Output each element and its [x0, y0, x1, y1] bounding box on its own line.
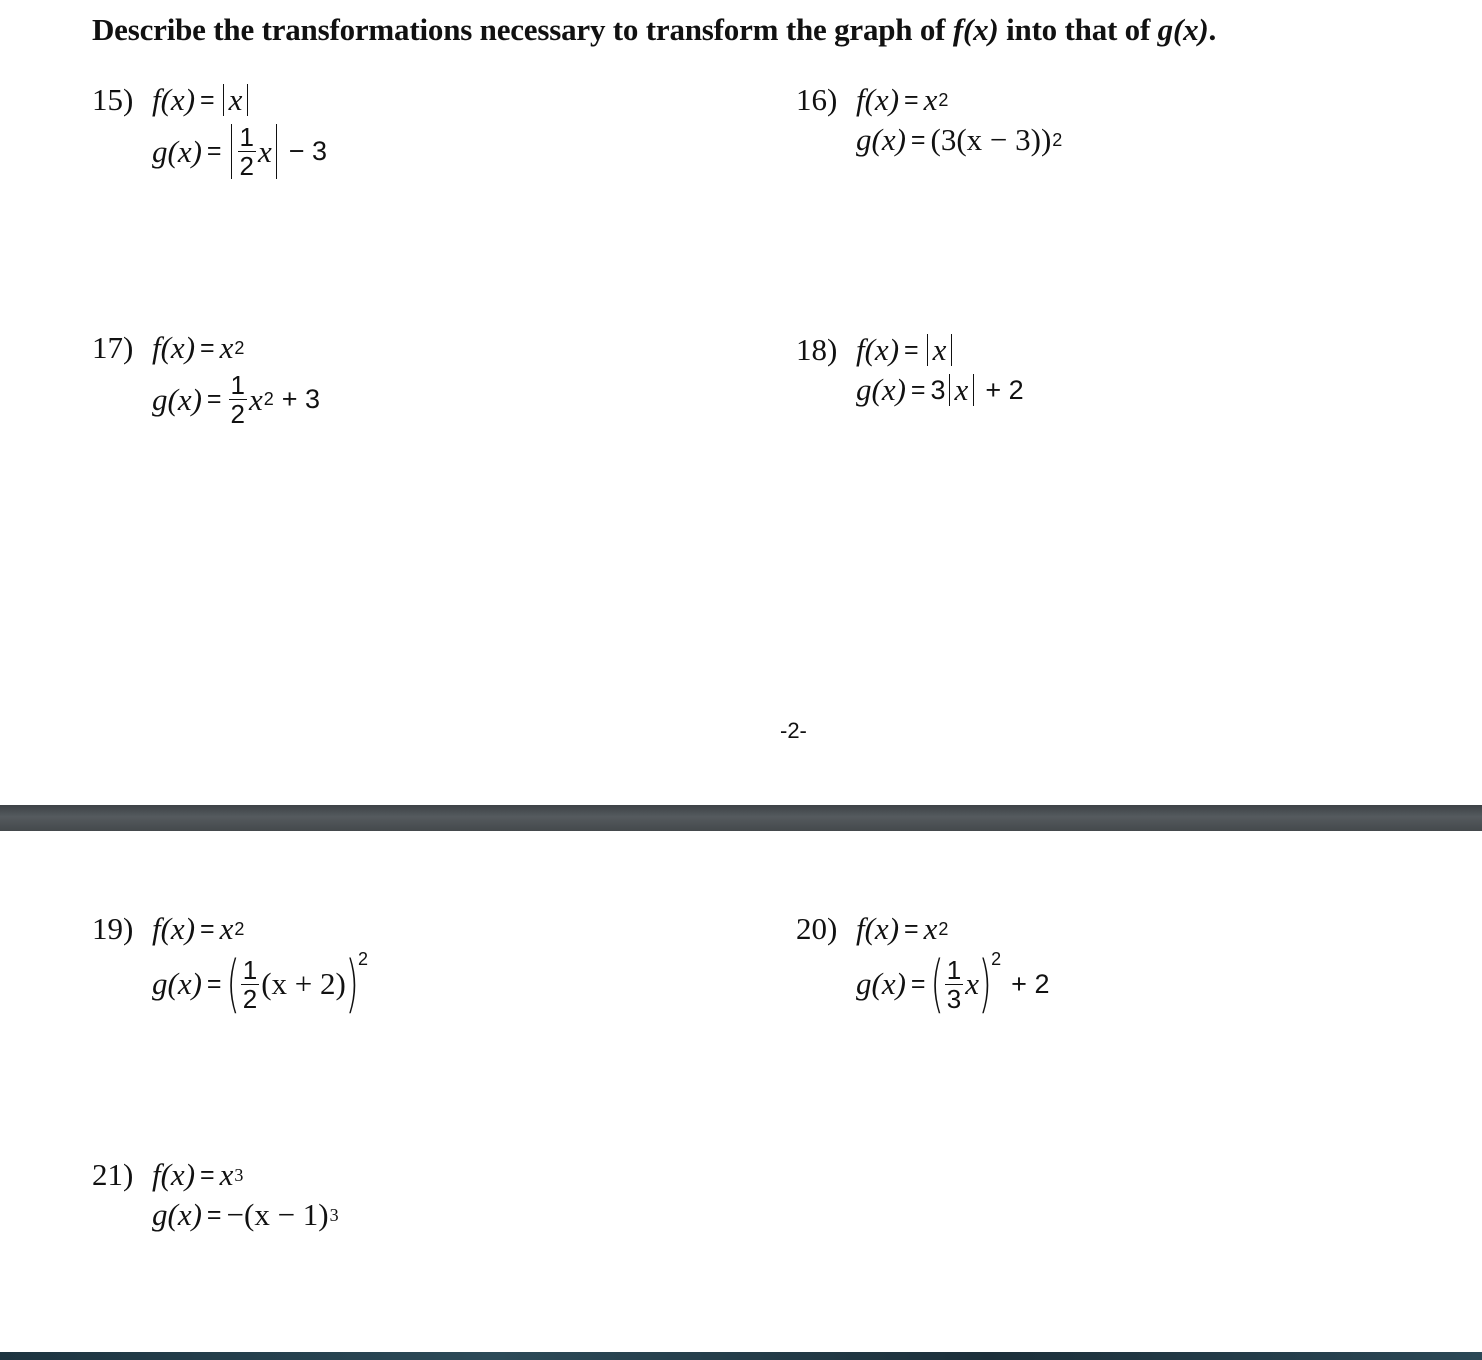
- right-big-paren: ): [345, 947, 359, 1020]
- right-big-paren: ): [978, 947, 992, 1020]
- g-tail: + 2: [1011, 968, 1050, 999]
- g-equation: [152, 1197, 339, 1233]
- equals-sign: =: [200, 1160, 215, 1189]
- heading-g-expr: g(x): [1157, 12, 1209, 47]
- f-rhs-abs: x: [223, 84, 249, 117]
- g-variable: x: [248, 381, 263, 417]
- f-lhs: f(x): [856, 332, 900, 367]
- f-exponent: 3: [234, 1164, 244, 1185]
- f-rhs: x: [219, 330, 234, 365]
- g-lhs: g(x): [856, 966, 906, 1001]
- g-equation: [152, 947, 369, 1020]
- f-lhs: f(x): [152, 911, 196, 946]
- f-equation: [152, 911, 244, 947]
- fraction-denominator: 3: [946, 983, 962, 1014]
- worksheet-page-bottom: [0, 831, 1482, 1351]
- f-rhs: x: [923, 82, 938, 117]
- g-exponent: 2: [263, 389, 274, 409]
- f-rhs-abs: x: [927, 334, 953, 367]
- fraction: [241, 954, 259, 1014]
- g-equation: [152, 372, 320, 427]
- f-equation: [856, 332, 955, 368]
- equals-sign: =: [206, 385, 222, 413]
- fraction-numerator: 1: [946, 954, 962, 985]
- fraction: [945, 954, 963, 1014]
- g-equation: [856, 122, 1062, 158]
- f-exponent: 2: [234, 337, 245, 358]
- g-tail: + 3: [281, 384, 321, 414]
- g-lhs: g(x): [152, 966, 202, 1001]
- f-lhs: f(x): [152, 1157, 196, 1192]
- equals-sign: =: [904, 914, 919, 943]
- bottom-edge: [0, 1352, 1482, 1360]
- f-lhs: f(x): [856, 911, 900, 946]
- f-exponent: 2: [938, 89, 949, 110]
- f-equation: [152, 1157, 243, 1193]
- g-lhs: g(x): [152, 133, 202, 169]
- g-exponent: 2: [991, 949, 1002, 969]
- g-variable: x: [965, 966, 979, 1001]
- fraction-numerator: 1: [230, 370, 245, 400]
- g-exponent: 2: [358, 949, 369, 969]
- equals-sign: =: [910, 125, 926, 154]
- left-big-paren: (: [225, 947, 240, 1020]
- problem-number: 18): [796, 332, 838, 367]
- problem-number: 17): [92, 330, 134, 365]
- g-variable: x: [257, 133, 272, 169]
- f-equation: [856, 911, 948, 947]
- f-rhs: x: [219, 1157, 234, 1192]
- instructions-heading: [92, 12, 1216, 48]
- g-exponent: 3: [329, 1204, 339, 1225]
- equals-sign: =: [904, 335, 919, 364]
- equals-sign: =: [904, 85, 919, 114]
- f-lhs: f(x): [152, 330, 196, 365]
- g-abs-group: [231, 124, 277, 179]
- g-equation: [856, 947, 1050, 1020]
- f-equation: [856, 82, 948, 118]
- heading-text-middle: into that of: [1006, 12, 1151, 47]
- heading-text-before: Describe the transformations necessary to transform the graph of: [92, 12, 946, 47]
- g-coefficient: 3: [930, 374, 946, 405]
- heading-f-expr: f(x): [952, 12, 999, 47]
- equals-sign: =: [200, 85, 215, 114]
- problem-number: 20): [796, 911, 838, 946]
- fraction-numerator: 1: [242, 954, 258, 985]
- equals-sign: =: [200, 914, 215, 943]
- g-equation: [152, 124, 327, 179]
- left-big-paren: (: [929, 947, 944, 1020]
- equals-sign: =: [910, 375, 926, 404]
- f-exponent: 2: [234, 918, 245, 939]
- g-equation: [856, 372, 1024, 408]
- g-inner-expression: (x + 2): [261, 966, 346, 1001]
- g-rhs: (3(x − 3)): [930, 122, 1052, 157]
- fraction: [229, 372, 247, 427]
- problem-number: 19): [92, 911, 134, 946]
- fraction-denominator: 2: [242, 983, 258, 1014]
- problem-number: 16): [796, 82, 838, 117]
- page-divider: [0, 805, 1482, 831]
- f-lhs: f(x): [856, 82, 900, 117]
- equals-sign: =: [200, 333, 215, 362]
- g-abs-variable: x: [949, 374, 975, 407]
- f-lhs: f(x): [152, 82, 196, 117]
- page-number: -2-: [780, 718, 807, 743]
- equals-sign: =: [206, 1200, 222, 1229]
- heading-period: .: [1208, 12, 1217, 47]
- f-exponent: 2: [938, 918, 949, 939]
- g-lhs: g(x): [856, 372, 906, 407]
- fraction: [238, 124, 256, 179]
- g-lhs: g(x): [152, 381, 202, 417]
- problem-number: 15): [92, 82, 134, 117]
- g-exponent: 2: [1052, 129, 1063, 150]
- f-rhs: x: [219, 911, 234, 946]
- f-equation: [152, 330, 244, 366]
- problem-number: 21): [92, 1157, 134, 1192]
- fraction-numerator: 1: [239, 122, 254, 152]
- f-rhs: x: [923, 911, 938, 946]
- equals-sign: =: [910, 969, 926, 998]
- f-equation: [152, 82, 251, 118]
- g-tail: − 3: [288, 136, 328, 166]
- equals-sign: =: [206, 137, 222, 165]
- g-tail: + 2: [985, 374, 1024, 405]
- equals-sign: =: [206, 969, 222, 998]
- fraction-denominator: 2: [239, 151, 254, 181]
- fraction-denominator: 2: [230, 399, 245, 429]
- g-rhs: −(x − 1): [226, 1197, 329, 1232]
- g-lhs: g(x): [856, 122, 906, 157]
- g-lhs: g(x): [152, 1197, 202, 1232]
